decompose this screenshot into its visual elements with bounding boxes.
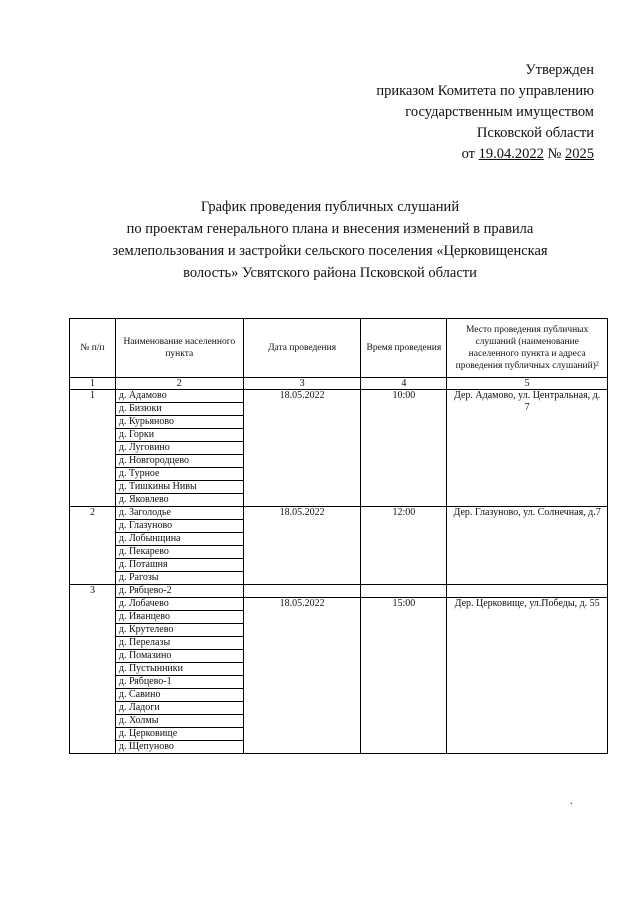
group-2-date: 18.05.2022 bbox=[243, 507, 361, 585]
group-1-num: 1 bbox=[70, 390, 116, 507]
place-cell: д. Глазуново bbox=[115, 520, 243, 533]
place-cell: д. Рябцево-1 bbox=[115, 676, 243, 689]
place-cell: д. Поташня bbox=[115, 559, 243, 572]
place-cell: д. Савино bbox=[115, 689, 243, 702]
approval-number: 2025 bbox=[565, 146, 594, 162]
place-cell: д. Курьяново bbox=[115, 416, 243, 429]
title-line-1: График проведения публичных слушаний bbox=[200, 199, 460, 215]
place-cell: д. Крутелево bbox=[115, 624, 243, 637]
place-cell: д. Холмы bbox=[115, 715, 243, 728]
header-location: Место проведения публичных слушаний (наименование населенного пункта и адреса проведения публичных слушаний)² bbox=[447, 319, 608, 378]
approval-num-sign: № bbox=[543, 146, 565, 162]
place-cell: д. Перелазы bbox=[115, 637, 243, 650]
index-cell: 3 bbox=[243, 378, 361, 390]
table-row bbox=[70, 598, 608, 611]
place-cell: д. Луговино bbox=[115, 442, 243, 455]
index-row bbox=[70, 378, 608, 390]
header-place: Наименование населенного пункта bbox=[115, 319, 243, 378]
place-cell: д. Горки bbox=[115, 429, 243, 442]
approval-date: 19.04.2022 bbox=[478, 146, 544, 162]
index-cell: 4 bbox=[361, 378, 447, 390]
index-cell: 5 bbox=[447, 378, 608, 390]
schedule-table bbox=[69, 318, 608, 754]
approval-line-2: приказом Комитета по управлению bbox=[376, 83, 594, 99]
place-cell: д. Помазино bbox=[115, 650, 243, 663]
place-cell: д. Яковлево bbox=[115, 494, 243, 507]
table-row bbox=[70, 507, 608, 520]
place-cell: д. Церковище bbox=[115, 728, 243, 741]
group-2-location: Дер. Глазуново, ул. Солнечная, д.7 bbox=[447, 507, 608, 585]
group-3-time: 15:00 bbox=[361, 598, 447, 754]
document-title bbox=[60, 196, 600, 284]
place-cell: д. Щепуново bbox=[115, 741, 243, 754]
table-row bbox=[70, 390, 608, 403]
group-3-location: Дер. Церковище, ул.Победы, д. 55 bbox=[447, 598, 608, 754]
empty-cell bbox=[243, 585, 361, 598]
stray-mark: . bbox=[570, 796, 573, 807]
header-time: Время проведения bbox=[361, 319, 447, 378]
approval-from: от bbox=[461, 146, 479, 162]
empty-cell bbox=[447, 585, 608, 598]
place-cell: д. Пустынники bbox=[115, 663, 243, 676]
group-2-time: 12:00 bbox=[361, 507, 447, 585]
index-cell: 2 bbox=[115, 378, 243, 390]
table-row bbox=[70, 585, 608, 598]
approval-order-line bbox=[376, 144, 594, 165]
place-cell: д. Тишкины Нивы bbox=[115, 481, 243, 494]
approval-line-3: государственным имуществом bbox=[405, 104, 594, 120]
group-1-time: 10:00 bbox=[361, 390, 447, 507]
place-cell: д. Новгородцево bbox=[115, 455, 243, 468]
index-cell: 1 bbox=[70, 378, 116, 390]
title-line-3: землепользования и застройки сельского поселения «Церковищенская bbox=[112, 243, 548, 259]
group-3-date: 18.05.2022 bbox=[243, 598, 361, 754]
empty-cell bbox=[361, 585, 447, 598]
group-1-location: Дер. Адамово, ул. Центральная, д. 7 bbox=[447, 390, 608, 507]
header-row bbox=[70, 319, 608, 378]
approval-line-1: Утвержден bbox=[525, 62, 594, 78]
group-2-num: 2 bbox=[70, 507, 116, 585]
place-cell: д. Заголодье bbox=[115, 507, 243, 520]
title-line-4: волость» Усвятского района Псковской области bbox=[183, 265, 477, 281]
place-cell: д. Бизюки bbox=[115, 403, 243, 416]
place-cell: д. Турное bbox=[115, 468, 243, 481]
place-cell: д. Ладоги bbox=[115, 702, 243, 715]
group-1-date: 18.05.2022 bbox=[243, 390, 361, 507]
place-cell: д. Адамово bbox=[115, 390, 243, 403]
place-cell: д. Иванцево bbox=[115, 611, 243, 624]
header-num: № п/п bbox=[70, 319, 116, 378]
place-cell: д. Пекарево bbox=[115, 546, 243, 559]
header-date: Дата проведения bbox=[243, 319, 361, 378]
place-cell: д. Лобынщина bbox=[115, 533, 243, 546]
place-cell: д. Рагозы bbox=[115, 572, 243, 585]
place-cell: д. Рябцево-2 bbox=[115, 585, 243, 598]
place-cell: д. Лобачево bbox=[115, 598, 243, 611]
approval-line-4: Псковской области bbox=[476, 125, 594, 141]
approval-block bbox=[376, 60, 594, 165]
title-line-2: по проектам генерального плана и внесения изменений в правила bbox=[126, 221, 534, 237]
group-3-num: 3 bbox=[70, 585, 116, 754]
